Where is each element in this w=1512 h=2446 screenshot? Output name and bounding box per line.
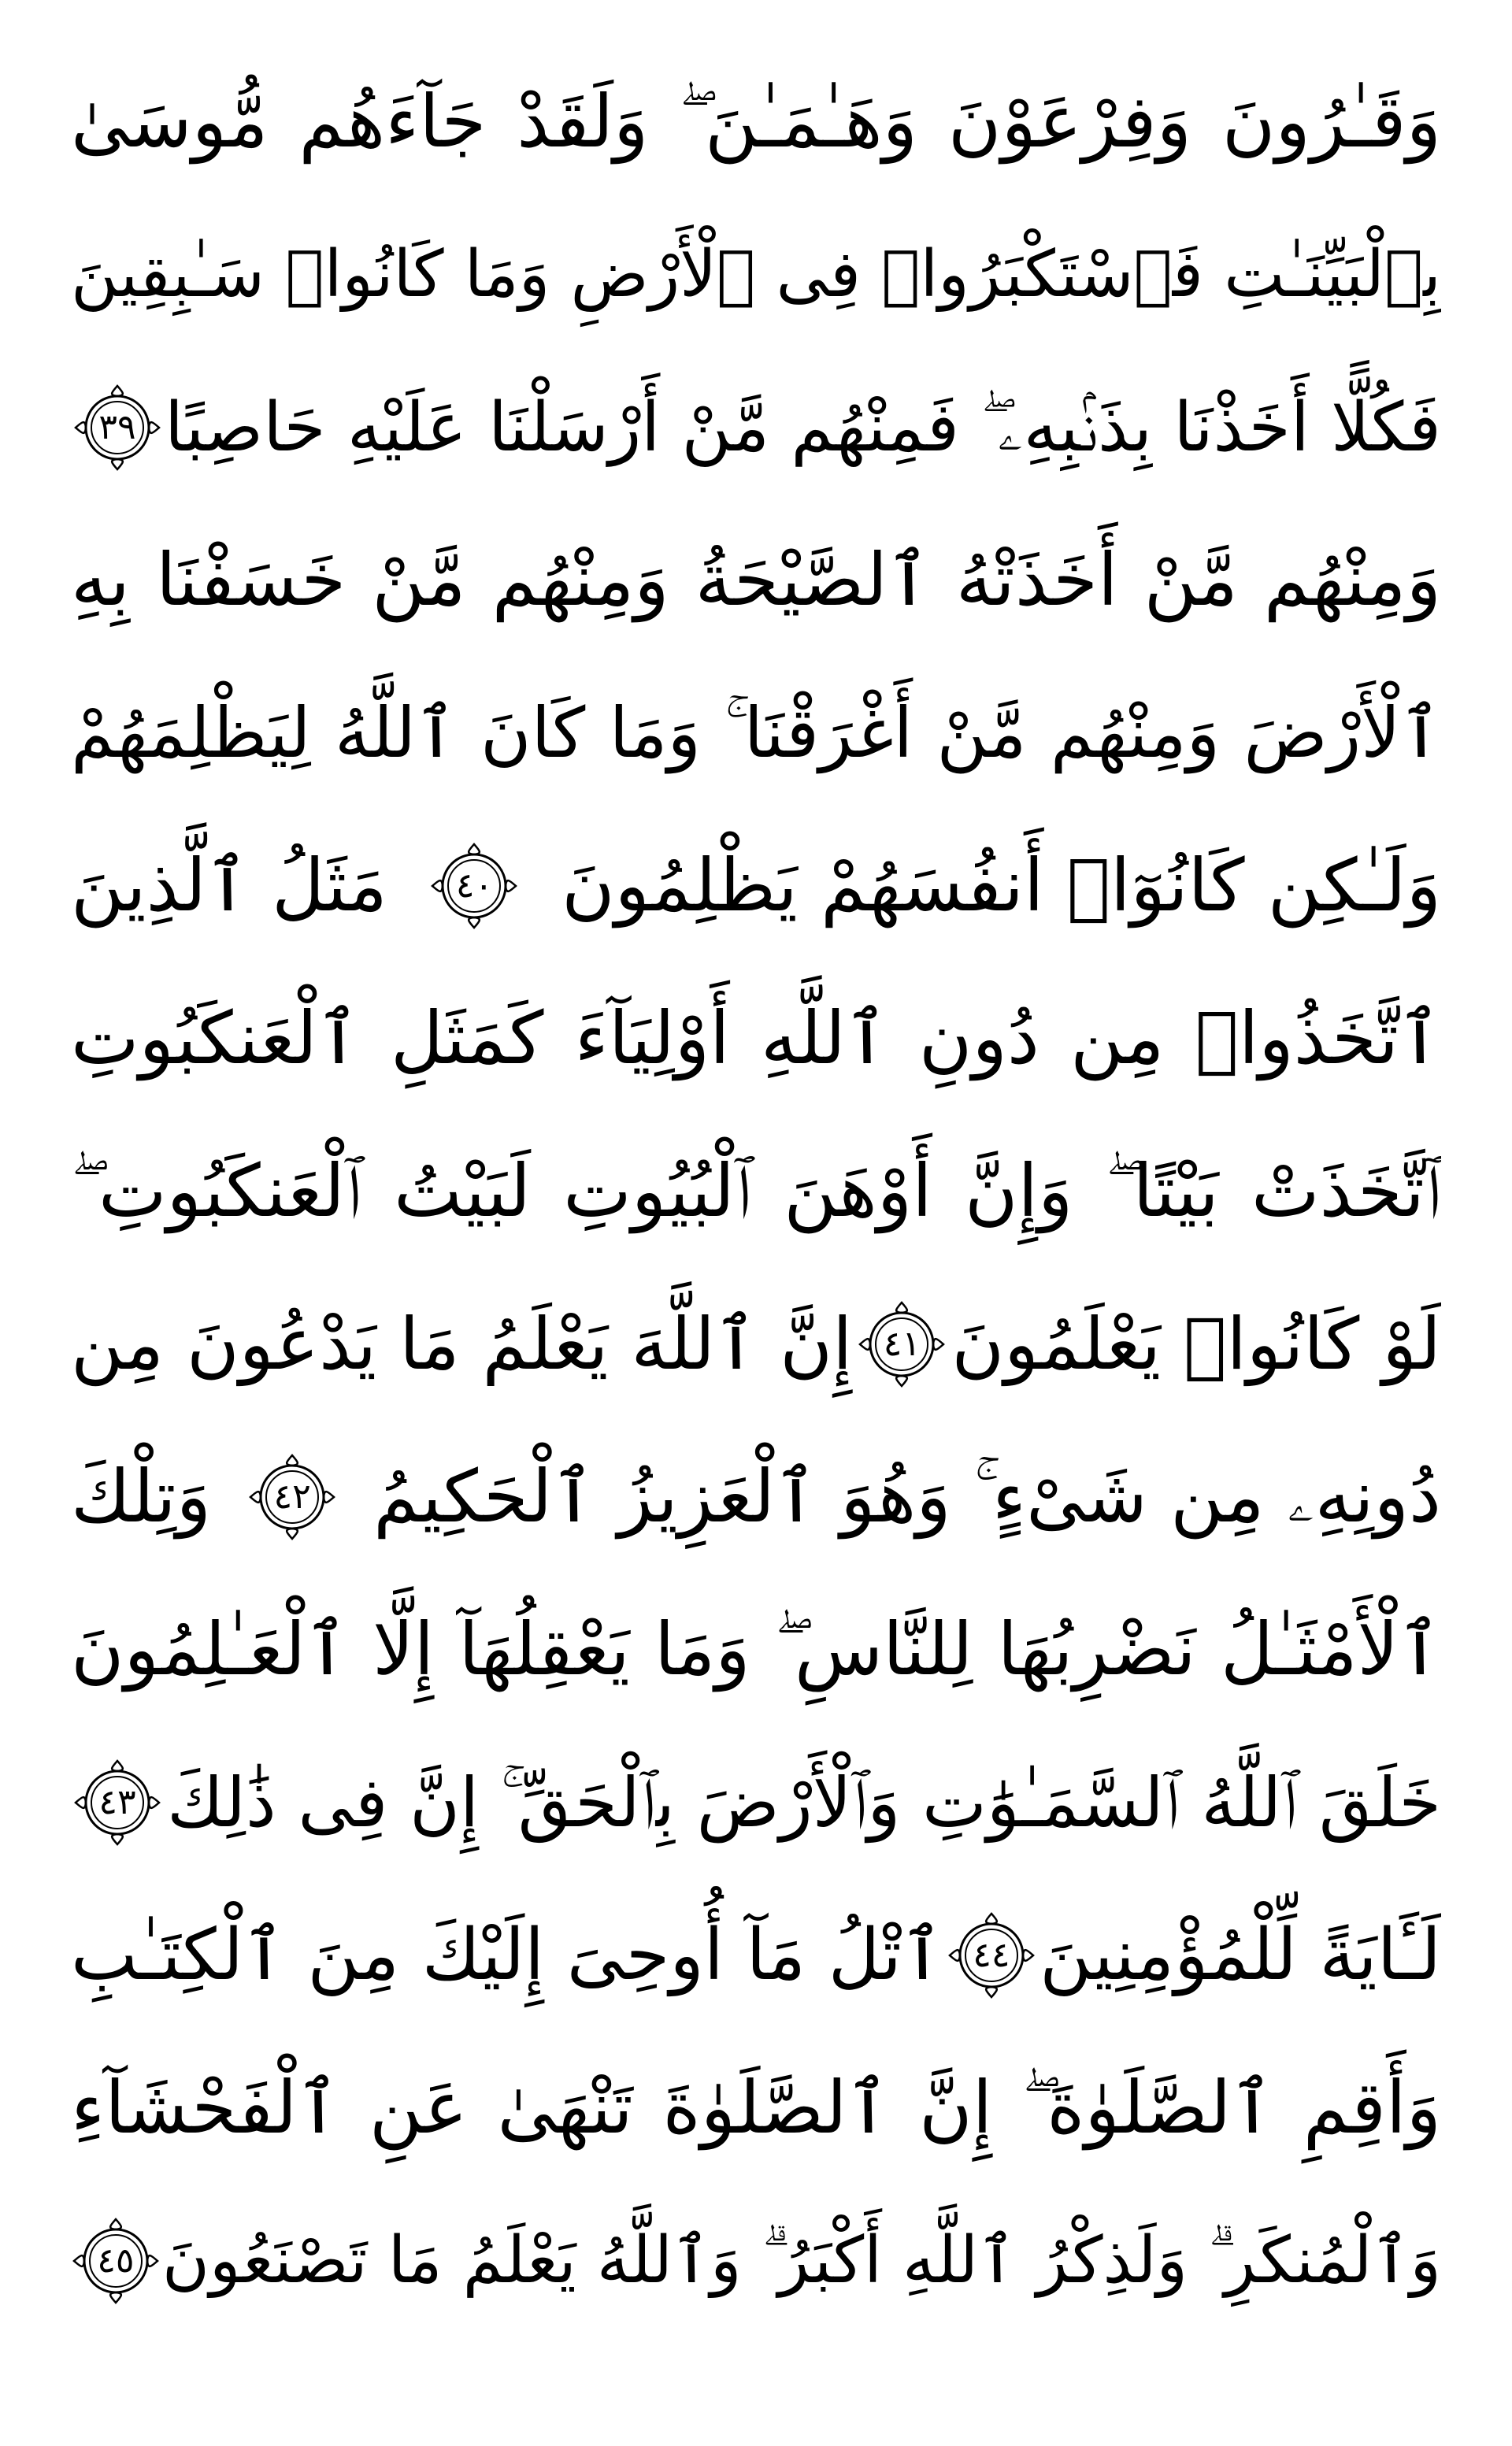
verse-line [71, 1879, 1441, 2032]
verse-text-segment: ٱلْأَرْضَ وَمِنْهُم مَّنْ أَغْرَقْنَا ۚ وَمَا كَانَ ٱللَّهُ لِيَظْلِمَهُمْ [71, 692, 1441, 773]
verse-text-segment: ٱلْأَمْثَـٰلُ نَضْرِبُهَا لِلنَّاسِ ۖ وَمَا يَعْقِلُهَآ إِلَّا ٱلْعَـٰلِمُونَ [71, 1607, 1441, 1692]
verse-text-segment: وَأَقِمِ ٱلصَّلَوٰةَ ۖ إِنَّ ٱلصَّلَوٰةَ تَنْهَىٰ عَنِ ٱلْفَحْشَآءِ [71, 2066, 1441, 2150]
ayah-end-marker [428, 839, 521, 932]
verse-text-segment: فَكُلًّا أَخَذْنَا بِذَنۢبِهِۦ ۖ فَمِنْهُم مَّنْ أَرْسَلْنَا عَلَيْهِ حَاصِبًا [165, 388, 1441, 467]
verse-line [71, 1726, 1441, 1879]
verse-line [71, 198, 1441, 351]
ayah-number: ٤٢ [273, 1477, 311, 1517]
verse-text-segment: ٱتَّخَذَتْ بَيْتًا ۖ وَإِنَّ أَوْهَنَ ٱلْبُيُوتِ لَبَيْتُ ٱلْعَنكَبُوتِ ۖ [71, 1149, 1441, 1233]
verse-line [71, 2185, 1441, 2337]
ayah-number: ٤٥ [97, 2240, 135, 2281]
verse-text-segment: ٱتَّخَذُوا۟ مِن دُونِ ٱللَّهِ أَوْلِيَآءَ كَمَثَلِ ٱلْعَنكَبُوتِ [71, 996, 1441, 1080]
verse-text-segment: وَٱلْمُنكَرِ ۗ وَلَذِكْرُ ٱللَّهِ أَكْبَرُ ۗ وَٱللَّهُ يَعْلَمُ مَا تَصْنَعُونَ [161, 2223, 1441, 2298]
verse-text-segment: بِٱلْبَيِّنَـٰتِ فَٱسْتَكْبَرُوا۟ فِى ٱلْأَرْضِ وَمَا كَانُوا۟ سَـٰبِقِينَ [71, 237, 1441, 312]
verse-text-segment: لَوْ كَانُوا۟ يَعْلَمُونَ [951, 1303, 1441, 1386]
verse-line [71, 962, 1441, 1115]
ayah-number: ٤٠ [455, 865, 494, 906]
verse-text-segment: إِنَّ ٱللَّهَ يَعْلَمُ مَا يَدْعُونَ مِن [71, 1303, 853, 1386]
verse-line [71, 46, 1441, 198]
verse-text-segment: وَلَـٰكِن كَانُوٓا۟ أَنفُسَهُمْ يَظْلِمُونَ [561, 843, 1441, 928]
verse-text-segment: ٱتْلُ مَآ أُوحِىَ إِلَيْكَ مِنَ ٱلْكِتَـٰبِ [71, 1914, 943, 1996]
verse-text-segment: خَلَقَ ٱللَّهُ ٱلسَّمَـٰوَٰتِ وَٱلْأَرْضَ بِٱلْحَقِّ ۚ إِنَّ فِى ذَٰلِكَ [167, 1762, 1441, 1843]
verse-line [71, 1573, 1441, 1726]
ayah-number: ٣٩ [98, 407, 136, 447]
verse-line [71, 1421, 1441, 1573]
verse-text-segment: دُونِهِۦ مِن شَىْءٍ ۚ وَهُوَ ٱلْعَزِيزُ ٱلْحَكِيمُ [373, 1455, 1441, 1539]
verse-line [71, 351, 1441, 504]
verse-line [71, 504, 1441, 657]
verse-line [71, 1115, 1441, 1268]
verse-text-segment: وَقَـٰرُونَ وَفِرْعَوْنَ وَهَـٰمَـٰنَ ۖ وَلَقَدْ جَآءَهُم مُّوسَىٰ [71, 80, 1441, 164]
verse-text-segment: لَـَٔايَةً لِّلْمُؤْمِنِينَ [1040, 1914, 1441, 1996]
verse-text-block [71, 46, 1441, 2337]
ayah-number: ٤٣ [98, 1782, 136, 1822]
ayah-end-marker [71, 2214, 162, 2307]
ayah-end-marker [855, 1298, 948, 1391]
verse-text-segment: وَمِنْهُم مَّنْ أَخَذَتْهُ ٱلصَّيْحَةُ وَمِنْهُم مَّنْ خَسَفْنَا بِهِ [71, 538, 1441, 622]
ayah-end-marker [246, 1451, 339, 1544]
ayah-end-marker [945, 1909, 1038, 2002]
ayah-end-marker [71, 381, 164, 474]
ayah-number: ٤٤ [973, 1935, 1010, 1975]
verse-text-segment: وَتِلْكَ [71, 1455, 212, 1539]
verse-line [71, 1268, 1441, 1421]
verse-line [71, 657, 1441, 810]
verse-line [71, 810, 1441, 962]
verse-line [71, 2032, 1441, 2185]
ayah-end-marker [71, 1756, 164, 1849]
ayah-number: ٤١ [883, 1324, 921, 1364]
verse-text-segment: مَثَلُ ٱلَّذِينَ [71, 843, 387, 928]
